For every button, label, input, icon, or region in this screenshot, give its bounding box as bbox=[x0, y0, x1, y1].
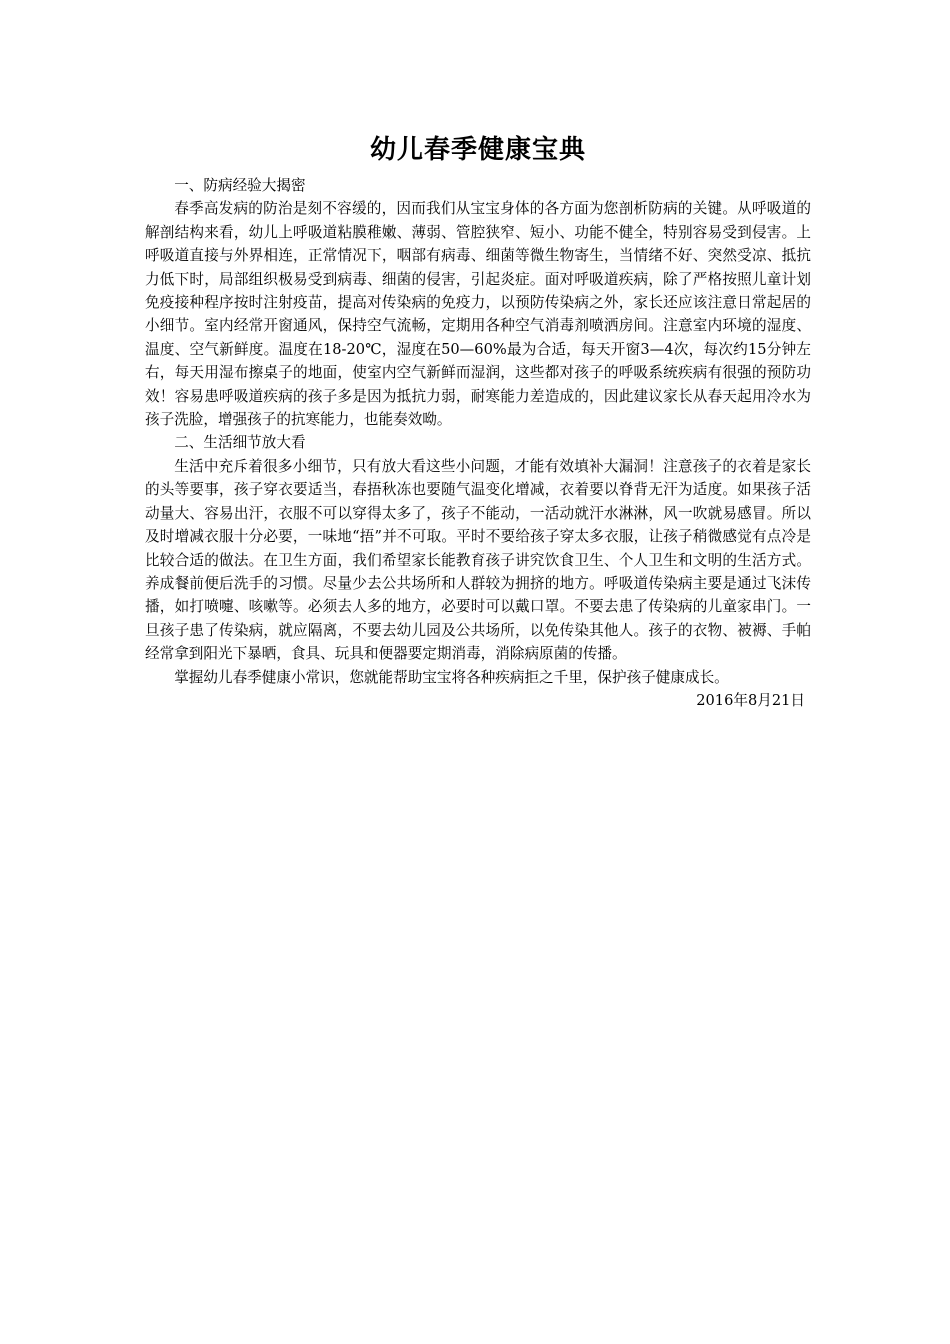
document-body bbox=[145, 128, 811, 712]
closing-paragraph: 掌握幼儿春季健康小常识，您就能帮助宝宝将各种疾病拒之千里，保护孩子健康成长。 bbox=[174, 668, 729, 686]
document-date: 2016年8月21日 bbox=[696, 691, 805, 709]
section-heading-life-details: 二、生活细节放大看 bbox=[174, 434, 306, 452]
section-heading-disease-prevention: 一、防病经验大揭密 bbox=[174, 177, 306, 194]
section-paragraph-disease-prevention: 春季高发病的防治是刻不容缓的，因而我们从宝宝身体的各方面为您剖析防病的关键。从呼吸道的解剖结构来看，幼儿上呼吸道粘膜稚嫩、薄弱、管腔狭窄、短小、功能不健全，特别容易受到侵害。上呼吸道直接与外界相连，正常情况下，咽部有病毒、细菌等微生物寄生，当情绪不好、突然受凉、抵抗力低下时，局部组织极易受到病毒、细菌的侵害，引起炎症。面对呼吸道疾病，除了严格按照儿童计划免疫接种程序按时注射疫苗，提高对传染病的免疫力，以预防传染病之外，家长还应该注意日常起居的小细节。室内经常开窗通风，保持空气流畅，定期用各种空气消毒剂喷洒房间。注意室内环境的湿度、温度、空气新鲜度。温度在18-20℃，湿度在50—60%最为合适，每天开窗3—4次，每次约15分钟左右，每天用湿布擦桌子的地面，使室内空气新鲜而湿润，这些都对孩子的呼吸系统疾病有很强的预防功效！容易患呼吸道疾病的孩子多是因为抵抗力弱，耐寒能力差造成的，因此建议家长从春天起用冷水为孩子洗脸，增强孩子的抗寒能力，也能奏效呦。 bbox=[145, 200, 811, 429]
section-paragraph-life-details: 生活中充斥着很多小细节，只有放大看这些小问题，才能有效填补大漏洞！注意孩子的衣着是家长的头等要事，孩子穿衣要适当，春捂秋冻也要随气温变化增减，衣着要以脊背无汗为适度。如果孩子活动量大、容易出汗，衣服不可以穿得太多了，孩子不能动，一活动就汗水淋淋，风一吹就易感冒。所以及时增减衣服十分必要，一味地“捂”并不可取。平时不要给孩子穿太多衣服，让孩子稍微感觉有点冷是比较合适的做法。在卫生方面，我们希望家长能教育孩子讲究饮食卫生、个人卫生和文明的生活方式。养成餐前便后洗手的习惯。尽量少去公共场所和人群较为拥挤的地方。呼吸道传染病主要是通过飞沫传播，如打喷嚏、咳嗽等。必须去人多的地方，必要时可以戴口罩。不要去患了传染病的儿童家串门。一旦孩子患了传染病，就应隔离，不要去幼儿园及公共场所，以免传染其他人。孩子的衣物、被褥、手帕经常拿到阳光下暴晒，食具、玩具和便器要定期消毒，消除病原菌的传播。 bbox=[145, 457, 811, 663]
document-title: 幼儿春季健康宝典 bbox=[369, 135, 586, 165]
